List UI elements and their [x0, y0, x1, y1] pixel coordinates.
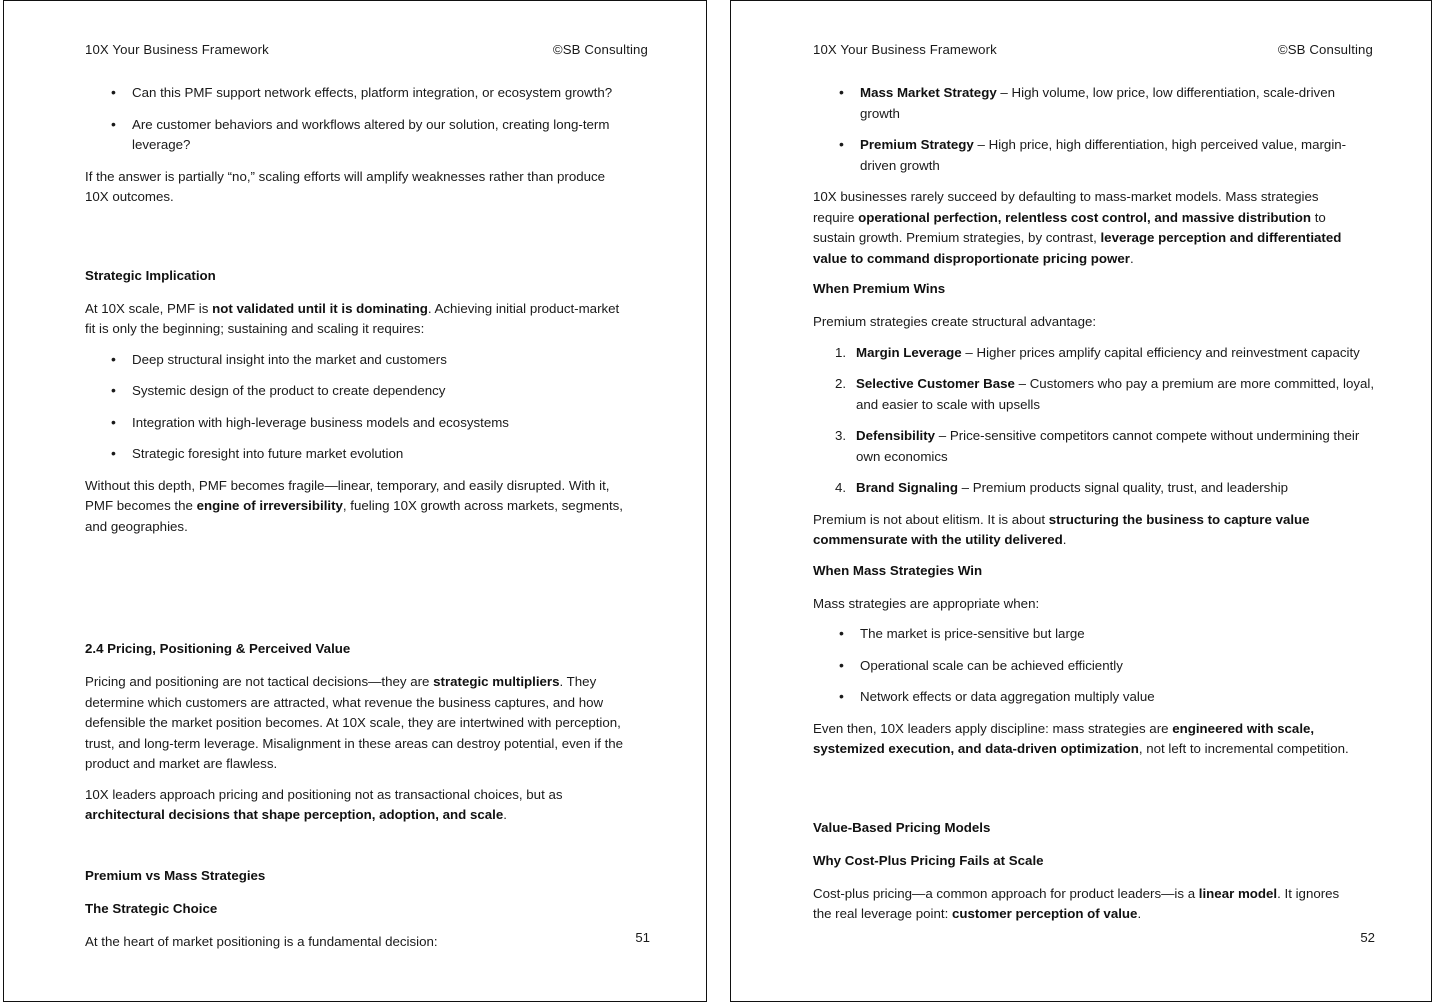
heading-premium-vs-mass: Premium vs Mass Strategies	[85, 867, 266, 883]
vertical-gap	[85, 218, 650, 266]
text-run: – High volume, low price, low differentiation, scale-driven growth	[860, 85, 1335, 121]
list-item: • Deep structural insight into the market and customers	[85, 350, 650, 371]
text-run: . Achieving initial product-market fit is only the beginning; sustaining and scaling it requires:	[85, 300, 620, 336]
list-item: • Network effects or data aggregation multiply value	[813, 687, 1375, 708]
list-item	[813, 478, 1375, 499]
running-header	[85, 42, 650, 57]
page-right	[730, 0, 1432, 1002]
paragraph-not-about-elitism	[813, 510, 1358, 551]
text-run: – Customers who pay a premium are more committed, loyal, and easier to scale with upsells	[856, 376, 1375, 412]
text-run: 10X leaders approach pricing and positioning not as transactional choices, but as	[85, 786, 563, 802]
text-run: .	[503, 807, 507, 822]
paragraph-structural-advantage: Premium strategies create structural advantage:	[813, 314, 1097, 329]
list-item	[813, 343, 1375, 364]
text-bold: Margin Leverage	[856, 344, 962, 360]
text-run: Cost-plus pricing—a common approach for product leaders—is a	[813, 885, 1199, 901]
paragraph-cost-plus-linear	[813, 884, 1358, 925]
paragraph-pmf-dominating	[85, 299, 630, 340]
list-item: • Can this PMF support network effects, platform integration, or ecosystem growth?	[85, 83, 650, 104]
vertical-gap	[85, 595, 650, 625]
text-run: . They determine which customers are attracted, what revenue the business captures, and how defensible the market position becomes. At 10X scale, they are intertwined with perception, trust, and long-term leverage. Misalignment in these areas can destroy potential, even if the product and market are flawless.	[85, 674, 624, 771]
heading-strategic-choice: The Strategic Choice	[85, 900, 218, 916]
text-bold: engineered with scale, systemized execution, and data-driven optimization	[813, 720, 1315, 756]
list-item: • Are customer behaviors and workflows altered by our solution, creating long-term leverage?	[85, 115, 650, 156]
text-run: .	[1137, 906, 1142, 921]
heading-section-2-4: 2.4 Pricing, Positioning & Perceived Value	[85, 641, 351, 656]
list-item: • The market is price-sensitive but large	[813, 624, 1375, 645]
vertical-gap	[85, 547, 650, 595]
text-run: – High price, high differentiation, high perceived value, margin-driven growth	[860, 137, 1347, 173]
text-run: Premium is not about elitism. It is about	[813, 511, 1049, 527]
paragraph-mass-vs-premium	[813, 187, 1358, 269]
list-item	[813, 83, 1375, 124]
text-run: , fueling 10X growth across markets, segments, and geographies.	[85, 498, 624, 534]
heading-value-based-pricing: Value-Based Pricing Models	[813, 819, 991, 835]
list-item: • Integration with high-leverage business models and ecosystems	[85, 413, 650, 434]
text-bold: not validated until it is dominating	[212, 300, 428, 316]
running-header-copyright: ©SB Consulting	[1277, 42, 1373, 57]
list-item	[813, 374, 1375, 415]
paragraph-heart-of-positioning: At the heart of market positioning is a fundamental decision:	[85, 933, 438, 949]
vertical-gap	[85, 625, 650, 639]
text-bold: Defensibility	[856, 428, 936, 443]
text-run: .	[1062, 532, 1067, 547]
pmf-question-list	[85, 83, 650, 156]
heading-strategic-implication: Strategic Implication	[85, 267, 216, 283]
paragraph-pricing-multipliers	[85, 672, 630, 775]
page-number: 52	[1360, 930, 1375, 945]
text-run: – Price-sensitive competitors cannot compete without undermining their own economics	[856, 428, 1360, 464]
paragraph-answer-partially: If the answer is partially “no,” scaling efforts will amplify weaknesses rather than produce 10X outcomes.	[85, 168, 606, 204]
mass-conditions-list	[813, 624, 1375, 708]
text-bold: Mass Market Strategy	[860, 85, 997, 100]
running-header-title: 10X Your Business Framework	[85, 42, 269, 57]
text-bold: Premium Strategy	[860, 137, 974, 152]
list-item	[813, 135, 1375, 176]
text-run: 10X businesses rarely succeed by defaulting to mass-market models. Mass strategies require	[813, 189, 1319, 225]
text-run: . It ignores the real leverage point:	[813, 885, 1340, 921]
text-bold: engine of irreversibility	[196, 498, 343, 513]
vertical-gap	[85, 836, 650, 866]
text-run: At 10X scale, PMF is	[85, 300, 213, 316]
paragraph-architectural-decisions	[85, 785, 630, 826]
text-bold: Brand Signaling	[856, 480, 958, 495]
strategy-definition-list	[813, 83, 1375, 176]
list-item	[813, 426, 1375, 467]
paragraph-mass-appropriate: Mass strategies are appropriate when:	[813, 595, 1040, 611]
running-header-title: 10X Your Business Framework	[813, 42, 997, 57]
running-header-copyright: ©SB Consulting	[552, 42, 648, 57]
list-item: • Strategic foresight into future market evolution	[85, 444, 650, 465]
text-run: – Premium products signal quality, trust, and leadership	[957, 480, 1289, 495]
heading-why-cost-plus-fails: Why Cost-Plus Pricing Fails at Scale	[813, 852, 1044, 868]
text-run: , not left to incremental competition.	[1138, 741, 1349, 756]
text-bold: customer perception of value	[951, 906, 1138, 921]
paragraph-even-then-discipline	[813, 719, 1358, 760]
heading-when-premium-wins: When Premium Wins	[813, 281, 946, 296]
text-run: .	[1129, 250, 1134, 266]
text-bold: strategic multipliers	[433, 674, 560, 689]
text-run: Even then, 10X leaders apply discipline: mass strategies are	[813, 720, 1173, 736]
heading-when-mass-strategies-win: When Mass Strategies Win	[813, 562, 983, 578]
text-bold: linear model	[1198, 885, 1278, 901]
vertical-gap	[813, 770, 1375, 818]
page-left-content	[4, 1, 706, 1001]
text-bold: architectural decisions that shape perception, adoption, and scale	[85, 807, 504, 822]
text-bold: leverage perception and differentiated value to command disproportionate pricing power	[813, 230, 1342, 266]
page-number: 51	[635, 930, 650, 945]
text-run: Without this depth, PMF becomes fragile—linear, temporary, and easily disrupted. With it, PMF becomes the	[85, 477, 610, 513]
text-bold: operational perfection, relentless cost control, and massive distribution	[858, 209, 1312, 225]
text-bold: Selective Customer Base	[856, 376, 1015, 391]
paragraph-without-depth	[85, 476, 630, 538]
list-item: • Systemic design of the product to create dependency	[85, 381, 650, 402]
text-run: to sustain growth. Premium strategies, by contrast,	[813, 209, 1326, 245]
list-item: • Operational scale can be achieved efficiently	[813, 656, 1375, 677]
page-left	[3, 0, 707, 1002]
pmf-requirements-list	[85, 350, 650, 465]
text-bold: structuring the business to capture value commensurate with the utility delivered	[813, 511, 1310, 547]
page-right-content	[731, 1, 1431, 1001]
premium-advantages-list	[813, 343, 1375, 499]
text-run: – Higher prices amplify capital efficiency and reinvestment capacity	[961, 344, 1360, 360]
running-header	[813, 42, 1375, 57]
text-run: Pricing and positioning are not tactical decisions—they are	[85, 674, 434, 689]
